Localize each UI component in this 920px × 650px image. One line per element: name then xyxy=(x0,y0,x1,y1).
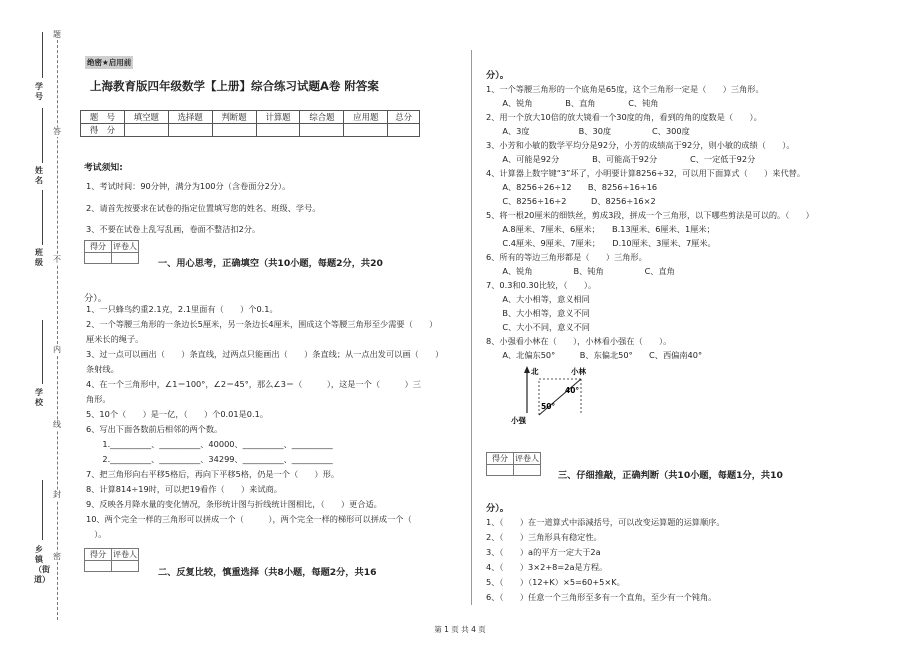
score-cell[interactable] xyxy=(168,124,212,137)
question-line: 1、（ ）在一道算式中添減括号，可以改变运算题的运算顺序。 xyxy=(486,517,725,527)
scorer-label: 评卷人 xyxy=(113,242,137,251)
xiangzhen-line xyxy=(42,480,43,540)
score-cell[interactable] xyxy=(300,124,344,137)
scorer-box xyxy=(84,240,139,264)
question-line: 条射线。 xyxy=(86,364,119,374)
question-line: ）。 xyxy=(86,529,107,539)
question-line: 5、将一根20厘米的细铁丝，剪成3段，拼成一个三角形，以下哪些剪法是可以的。（ ） xyxy=(486,210,814,220)
question-line: A、北偏东50° B、东偏北50° C、西偏南40° xyxy=(486,350,703,360)
scorer-label: 评卷人 xyxy=(113,550,137,559)
scorer-box xyxy=(486,452,541,476)
direction-diagram xyxy=(505,363,605,429)
scorer-label: 评卷人 xyxy=(515,454,539,463)
question-line: 7、把三角形向右平移5格后，再向下平移5格，仍是一个（ ）形。 xyxy=(86,469,340,479)
page-footer: 第 1 页 共 4 页 xyxy=(434,625,486,634)
question-line: A、8256÷26÷12 B、8256÷16÷16 xyxy=(486,182,658,192)
question-line: C、8256÷16÷2 D、8256÷16×2 xyxy=(486,196,656,206)
question-line: 1、一只蜂鸟约重2.1克，2.1里面有（ ）个0.1。 xyxy=(86,304,278,314)
question-line: C.4厘米、9厘米、7厘米； D.10厘米、3厘米、7厘米。 xyxy=(486,238,716,248)
scorer-cell[interactable] xyxy=(85,561,112,572)
notice-heading: 考试须知: xyxy=(84,163,123,173)
xingming-label: 姓名 xyxy=(35,166,43,185)
scorer-box xyxy=(84,548,139,572)
question-line: 9、反映各月降水量的变化情况，条形统计图与折线统计图相比，（ ）更合适。 xyxy=(86,499,382,509)
score-header: 填空题 xyxy=(124,111,168,124)
question-line: 1.__________、__________、40000、__________、__________ xyxy=(86,439,333,449)
xuehao-line xyxy=(42,32,43,78)
angle-40-label: 40° xyxy=(565,386,580,395)
question-line: A、大小相等，意义相同 xyxy=(486,294,590,304)
question-line: 6、所有的等边三角形都是（ ）三角形。 xyxy=(486,252,647,262)
score-table xyxy=(80,110,420,137)
margin-char: 不 xyxy=(53,255,61,264)
score-header: 选择题 xyxy=(168,111,212,124)
question-line: A、锐角 B、直角 C、钝角 xyxy=(486,98,659,108)
score-cell[interactable] xyxy=(388,124,420,137)
scorer-cell[interactable] xyxy=(112,561,139,572)
question-line: 3、（ ）a的平方一定大于2a xyxy=(486,547,601,557)
lin-label: 小林 xyxy=(571,367,586,376)
score-header: 总分 xyxy=(388,111,420,124)
notice-item: 3、不要在试卷上乱写乱画，卷面不整洁扣2分。 xyxy=(86,224,261,234)
column-divider xyxy=(471,50,472,605)
question-line: 5、（ ）（12+K）×5=60+5×K。 xyxy=(486,577,625,587)
section-3-title-cont: 分）。 xyxy=(486,503,509,514)
score-cell[interactable] xyxy=(344,124,388,137)
question-line: 2、（ ）三角形具有稳定性。 xyxy=(486,532,602,542)
score-header: 综合题 xyxy=(300,111,344,124)
score-cell[interactable] xyxy=(212,124,256,137)
scorer-label: 得分 xyxy=(85,241,112,253)
scorer-cell[interactable] xyxy=(514,465,541,476)
notice-item: 2、请首先按要求在试卷的指定位置填写您的姓名、班级、学号。 xyxy=(86,203,321,213)
question-line: 10、两个完全一样的三角形可以拼成一个（ ），两个完全一样的梯形可以拼成一个（ xyxy=(86,514,429,524)
scorer-label: 得分 xyxy=(487,453,514,465)
question-line: 8、小强看小林在（ ），小林看小强在（ ）。 xyxy=(486,336,672,346)
question-line: 3、过一点可以画出（ ）条直线，过两点只能画出（ ）条直线；从一点出发可以画（ ） xyxy=(86,349,444,359)
question-line: C、大小不同，意义不同 xyxy=(486,322,590,332)
question-line: 厘米长的绳子。 xyxy=(86,334,144,344)
score-cell[interactable] xyxy=(124,124,168,137)
question-line: 3、小芳和小敏的数学平均分是92分，小芳的成绩高于92分，则小敏的成绩（ ）。 xyxy=(486,140,795,150)
margin-char: 线 xyxy=(53,420,61,429)
qiang-label: 小强 xyxy=(511,416,526,425)
margin-char: 封 xyxy=(53,490,61,499)
margin-char: 密 xyxy=(53,552,61,561)
section-1-title: 一、用心思考，正确填空（共10小题，每题2分，共20 xyxy=(158,258,383,269)
xuehao-label: 学号 xyxy=(35,82,43,101)
margin-char: 答 xyxy=(53,127,61,136)
question-line: 4、计算器上数字键“3”坏了，小明要计算8256÷32，可以用下面算式（ ）来代替。 xyxy=(486,168,806,178)
question-line: 8、计算814÷19时，可以把19看作（ ）来试商。 xyxy=(86,484,282,494)
section-2-title-cont: 分）。 xyxy=(486,70,509,81)
banji-line xyxy=(42,190,43,245)
question-line: 6、（ ）任意一个三角形至多有一个直角，至少有一个钝角。 xyxy=(486,592,717,602)
question-line: A.8厘米、7厘米、6厘米； B.13厘米、6厘米、1厘米； xyxy=(486,224,715,234)
margin-char: 内 xyxy=(53,345,61,354)
xuexiao-label: 学校 xyxy=(35,388,43,407)
question-line: 1、一个等腰三角形的一个底角是65度，这个三角形一定是（ ）三角形。 xyxy=(486,84,764,94)
question-line: B、大小相等，意义不同 xyxy=(486,308,590,318)
xuexiao-line xyxy=(42,320,43,384)
question-line: 4、（ ）3×2+8=2a是方程。 xyxy=(486,562,608,572)
question-line: 2、用一个放大10倍的放大镜看一个30度的角，看到的角的度数是（ ）。 xyxy=(486,112,762,122)
section-1-title-cont: 分）。 xyxy=(84,293,107,304)
notice-item: 1、考试时间：90分钟，满分为100分（含卷面分2分）。 xyxy=(86,181,291,191)
north-label: 北 xyxy=(531,367,539,376)
score-header: 计算题 xyxy=(256,111,300,124)
page-title: 上海教育版四年级数学【上册】综合练习试题A卷 附答案 xyxy=(90,79,379,93)
question-line: A、锐角 B、钝角 C、直角 xyxy=(486,266,675,276)
scorer-label: 得分 xyxy=(85,549,112,561)
question-line: 5、10个（ ）是一亿，（ ）个0.01是0.1。 xyxy=(86,409,268,419)
margin-char: 题 xyxy=(53,30,61,39)
secret-label: 绝密★启用前 xyxy=(87,58,132,67)
question-line: 7、0.3和0.30比较，（ ）。 xyxy=(486,280,597,290)
scorer-cell[interactable] xyxy=(85,253,112,264)
section-2-title: 二、反复比较，慎重选择（共8小题，每题2分，共16 xyxy=(158,567,377,578)
question-line: A、可能是92分 B、可能高于92分 C、一定低于92分 xyxy=(486,154,756,164)
question-line: 2.__________、__________、34299、__________、__________ xyxy=(86,454,333,464)
banji-label: 班级 xyxy=(35,248,43,267)
scorer-cell[interactable] xyxy=(487,465,514,476)
score-row-label: 得 分 xyxy=(81,124,125,137)
scorer-cell[interactable] xyxy=(112,253,139,264)
question-line: 角形。 xyxy=(86,394,111,404)
question-line: 2、一个等腰三角形的一条边长5厘米，另一条边长4厘米，围成这个等腰三角形至少需要（ ） xyxy=(86,319,438,329)
question-line: A、3度 B、30度 C、300度 xyxy=(486,126,690,136)
question-line: 4、在一个三角形中，∠1＝100°，∠2＝45°，那么∠3＝（ ），这是一个（ ）三 xyxy=(86,379,421,389)
xiangzhen-label: 乡镇（街道） xyxy=(34,545,50,584)
score-header: 题 号 xyxy=(81,111,125,124)
section-3-title: 三、仔细推敲，正确判断（共10小题，每题1分，共10 xyxy=(558,470,783,481)
xingming-line xyxy=(42,108,43,163)
question-line: 6、写出下面各数前后相邻的两个数。 xyxy=(86,424,223,434)
angle-50-label: 50° xyxy=(541,402,556,411)
binding-dashed-line xyxy=(57,30,58,620)
score-header: 判断题 xyxy=(212,111,256,124)
score-header: 应用题 xyxy=(344,111,388,124)
score-cell[interactable] xyxy=(256,124,300,137)
